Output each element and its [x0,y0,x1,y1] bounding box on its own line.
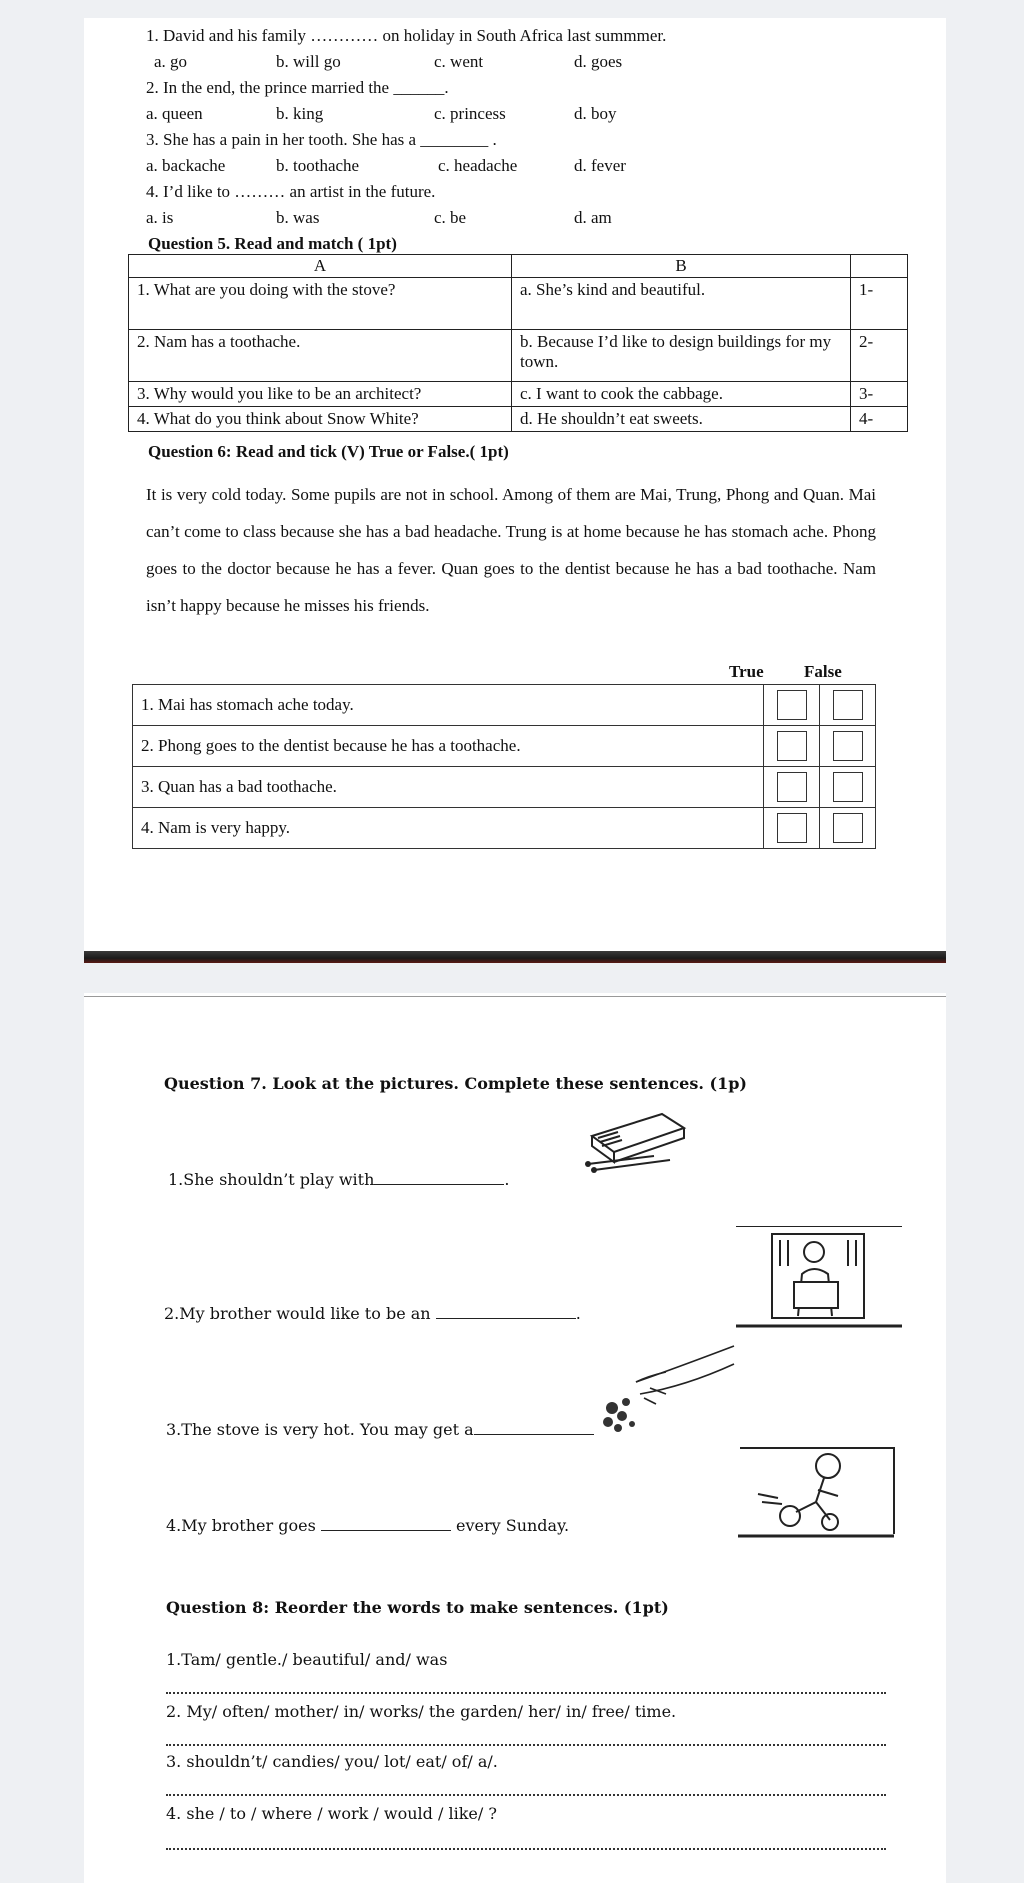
match-col-a-header: A [129,255,512,278]
q3-option-d: d. fever [574,156,626,175]
tf-statement-2: 2. Phong goes to the dentist because he has a toothache. [133,726,764,767]
question-1-stem: 1. David and his family ………… on holiday in South Africa last summmer. [146,26,667,45]
q1-option-d: d. goes [574,52,623,71]
q4-option-a: a. is [146,208,174,227]
q4-option-d: d. am [574,208,612,227]
match-b-b: b. Because I’d like to design buildings for my town. [512,330,851,382]
q4-option-b: b. was [276,208,320,227]
false-checkbox-1[interactable] [833,690,863,720]
match-a-2: 2. Nam has a toothache. [129,330,512,382]
q2-option-b: b. king [276,104,324,123]
tf-statement-1: 1. Mai has stomach ache today. [133,685,764,726]
true-checkbox-4[interactable] [777,813,807,843]
q7-sentence-3-text: 3.The stove is very hot. You may get a [166,1420,474,1439]
q3-option-a: a. backache [146,156,226,175]
match-row [129,382,908,407]
q8-answer-line-4[interactable] [166,1846,886,1850]
q7-blank-4[interactable] [321,1516,451,1531]
match-a-4: 4. What do you think about Snow White? [129,407,512,432]
cyclist-icon [738,1440,898,1540]
match-b-d: d. He shouldn’t eat sweets. [512,407,851,432]
match-b-c: c. I want to cook the cabbage. [512,382,851,407]
match-a-3: 3. Why would you like to be an architect? [129,382,512,407]
q7-sentence-4-text: 4.My brother goes [166,1516,316,1535]
match-answer-1[interactable]: 1- [851,278,908,330]
q7-sentence-2 [164,1304,581,1323]
q8-item-4: 4. she / to / where / work / would / like/ ? [166,1804,497,1823]
architect-icon [736,1226,904,1330]
question-7-title: Question 7. Look at the pictures. Complete these sentences. (1p) [164,1074,747,1093]
q7-sentence-4-end: every Sunday. [455,1516,570,1535]
tf-row [133,808,876,849]
q8-item-1: 1.Tam/ gentle./ beautiful/ and/ was [166,1650,448,1669]
match-col-b-header: B [512,255,851,278]
question-6-title: Question 6: Read and tick (V) True or False.( 1pt) [148,442,509,461]
page-divider-bar [84,951,946,963]
q7-sentence-3 [166,1420,594,1439]
q2-option-d: d. boy [574,104,617,123]
tf-statement-4: 4. Nam is very happy. [133,808,764,849]
false-checkbox-3[interactable] [833,772,863,802]
q2-option-a: a. queen [146,104,203,123]
q3-option-b: b. toothache [276,156,360,175]
q2-option-c: c. princess [434,104,506,123]
question-4-stem: 4. I’d like to ……… an artist in the future. [146,182,436,201]
page-top-rule [84,996,946,997]
q8-item-2: 2. My/ often/ mother/ in/ works/ the garden/ her/ in/ free/ time. [166,1702,677,1721]
q7-blank-3[interactable] [474,1420,594,1435]
match-answer-4[interactable]: 4- [851,407,908,432]
tf-statement-3: 3. Quan has a bad toothache. [133,767,764,808]
question-2-stem: 2. In the end, the prince married the ______. [146,78,449,97]
q8-answer-line-1[interactable] [166,1690,886,1694]
question-3-stem: 3. She has a pain in her tooth. She has a ________ . [146,130,497,149]
q7-sentence-1 [168,1170,509,1189]
q8-item-3: 3. shouldn’t/ candies/ you/ lot/ eat/ of/ a/. [166,1752,498,1771]
tf-row [133,767,876,808]
match-b-a: a. She’s kind and beautiful. [512,278,851,330]
q7-sentence-4 [166,1516,569,1535]
match-a-1: 1. What are you doing with the stove? [129,278,512,330]
tf-row [133,685,876,726]
match-table [128,254,908,432]
q8-answer-line-2[interactable] [166,1742,886,1746]
match-row [129,407,908,432]
true-header: True [729,662,764,681]
true-checkbox-3[interactable] [777,772,807,802]
match-answer-2[interactable]: 2- [851,330,908,382]
match-row [129,278,908,330]
true-checkbox-2[interactable] [777,731,807,761]
q1-option-b: b. will go [276,52,341,71]
q7-blank-1[interactable] [374,1170,504,1185]
q8-answer-line-3[interactable] [166,1792,886,1796]
burning-hand-icon [596,1342,736,1438]
q7-sentence-2-text: 2.My brother would like to be an [164,1304,431,1323]
q7-blank-2[interactable] [436,1304,576,1319]
q3-option-c: c. headache [438,156,518,175]
match-row [129,330,908,382]
q7-sentence-2-end: . [575,1304,581,1323]
q4-option-c: c. be [434,208,467,227]
question-8-title: Question 8: Reorder the words to make sentences. (1pt) [166,1598,669,1617]
matchbox-icon [584,1106,688,1176]
true-checkbox-1[interactable] [777,690,807,720]
q1-option-c: c. went [434,52,484,71]
match-answer-3[interactable]: 3- [851,382,908,407]
false-checkbox-2[interactable] [833,731,863,761]
q7-sentence-1-end: . [504,1170,510,1189]
reading-passage: It is very cold today. Some pupils are not in school. Among of them are Mai, Trung, Phong and Quan. Mai can’t come to class because she has a bad headache. Trung is at home because he has stomach ache. Phong goes to the doctor because he has a fever. Quan goes to the dentist because he has a bad toothache. Nam isn’t happy because he misses his friends. [146,485,876,615]
false-header: False [804,662,842,681]
tf-row [133,726,876,767]
q7-sentence-1-text: 1.She shouldn’t play with [168,1170,375,1189]
q1-option-a: a. go [154,52,188,71]
question-5-title: Question 5. Read and match ( 1pt) [148,234,397,253]
true-false-table [132,684,876,849]
false-checkbox-4[interactable] [833,813,863,843]
